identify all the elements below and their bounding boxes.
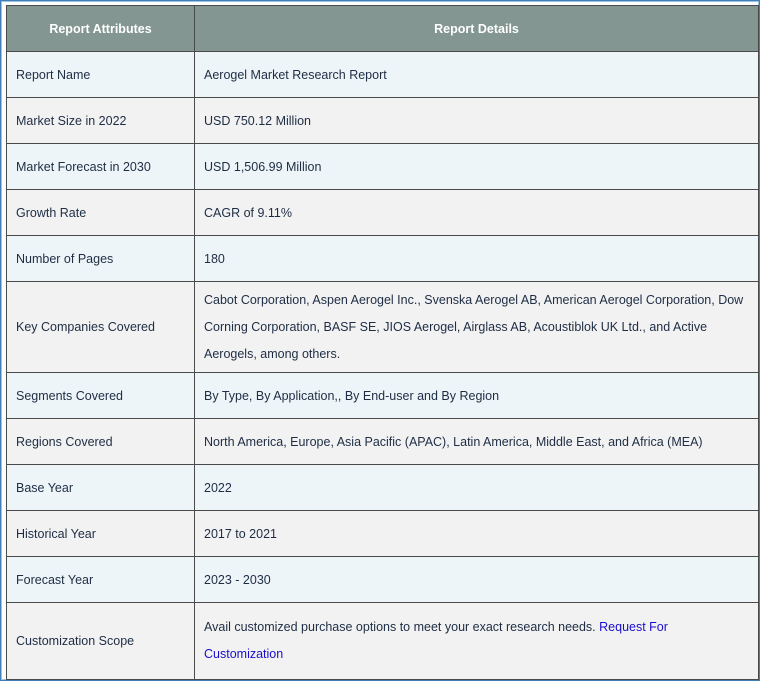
row-details: Aerogel Market Research Report [195,52,759,98]
row-attribute: Market Forecast in 2030 [7,144,195,190]
row-attribute: Regions Covered [7,419,195,465]
row-attribute: Number of Pages [7,236,195,282]
row-attribute: Market Size in 2022 [7,98,195,144]
row-details: 2017 to 2021 [195,511,759,557]
table-row [7,190,759,236]
header-report-details: Report Details [195,6,759,52]
row-details: Cabot Corporation, Aspen Aerogel Inc., Svenska Aerogel AB, American Aerogel Corporation, Dow Corning Corporation, BASF SE, JIOS Aerogel, Airglass AB, Acoustiblok UK Ltd., and Active Aerogels, among others. [195,282,759,373]
row-details: CAGR of 9.11% [195,190,759,236]
header-report-attributes: Report Attributes [7,6,195,52]
row-details: 180 [195,236,759,282]
table-row [7,465,759,511]
table-row [7,52,759,98]
row-attribute: Segments Covered [7,373,195,419]
row-attribute: Report Name [7,52,195,98]
table-header-row [7,6,759,52]
row-attribute: Key Companies Covered [7,282,195,373]
row-details: USD 750.12 Million [195,98,759,144]
report-table [6,5,759,680]
request-customization-link[interactable]: Request For Customization [204,620,668,661]
row-details: USD 1,506.99 Million [195,144,759,190]
table-row [7,557,759,603]
table-row [7,511,759,557]
row-details [195,603,759,680]
row-attribute: Base Year [7,465,195,511]
table-row [7,419,759,465]
table-row [7,98,759,144]
table-row [7,282,759,373]
row-attribute: Customization Scope [7,603,195,680]
table-row [7,236,759,282]
row-attribute: Forecast Year [7,557,195,603]
customization-text: Avail customized purchase options to meet your exact research needs. [204,620,596,634]
table-row [7,373,759,419]
row-details: By Type, By Application,, By End-user and By Region [195,373,759,419]
table-row [7,603,759,680]
row-details: North America, Europe, Asia Pacific (APAC), Latin America, Middle East, and Africa (MEA) [195,419,759,465]
table-row [7,144,759,190]
row-details: 2023 - 2030 [195,557,759,603]
row-attribute: Growth Rate [7,190,195,236]
row-details: 2022 [195,465,759,511]
row-attribute: Historical Year [7,511,195,557]
